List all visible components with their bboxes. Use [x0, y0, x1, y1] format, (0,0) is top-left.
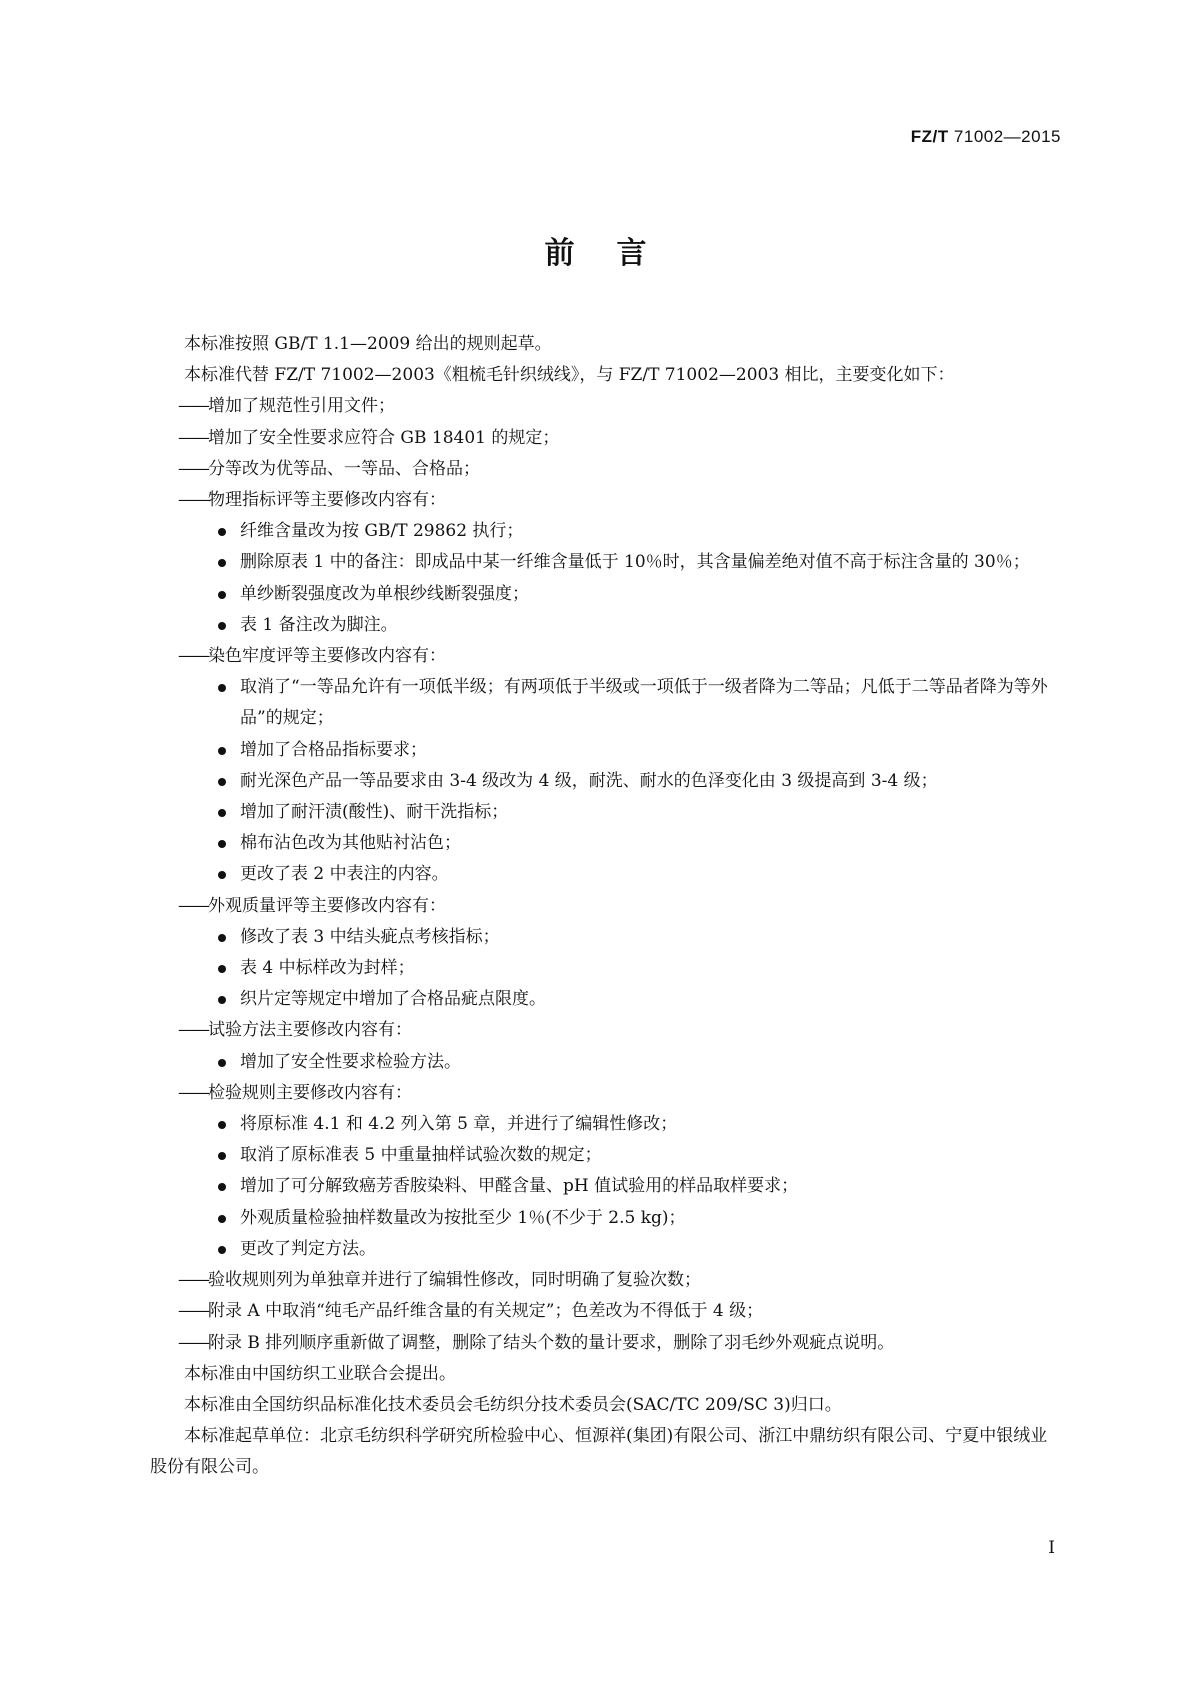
bullet-list-item: [150, 1203, 1056, 1234]
list-item-text: 单纱断裂强度改为单根纱线断裂强度；: [240, 583, 529, 604]
bullet-list-item: [150, 984, 1056, 1015]
list-item-text: 物理指标评等主要修改内容有：: [208, 490, 446, 511]
dash-mark: ——: [178, 1270, 208, 1291]
list-item-text: 删除原表 1 中的备注：即成品中某一纤维含量低于 10％时，其含量偏差绝对值不高于标注含量的 30％；: [240, 552, 1030, 573]
list-item-text: 纤维含量改为按 GB/T 29862 执行；: [240, 521, 524, 542]
list-item-text: 增加了可分解致癌芳香胺染料、甲醛含量、pH 值试验用的样品取样要求；: [240, 1176, 799, 1197]
list-item-text: 棉布沾色改为其他贴衬沾色；: [240, 833, 461, 854]
bullet-list-item: [150, 859, 1056, 890]
list-item-text: 更改了表 2 中表注的内容。: [240, 864, 449, 885]
bullet-list-item: [150, 953, 1056, 984]
list-item-text: 附录 B 排列顺序重新做了调整，删除了结头个数的量计要求，删除了羽毛纱外观疵点说明。: [208, 1332, 895, 1353]
dash-mark: ——: [178, 646, 208, 667]
bullet-list-item: [150, 766, 1056, 797]
body-paragraph: [150, 1421, 1056, 1483]
dash-list-item: [150, 641, 1056, 672]
dash-list-item: [150, 391, 1056, 422]
list-item-text: 外观质量检验抽样数量改为按批至少 1％(不少于 2.5 kg)；: [240, 1207, 686, 1228]
bullet-dot-icon: [218, 1215, 226, 1223]
list-item-text: 验收规则列为单独章并进行了编辑性修改，同时明确了复验次数；: [208, 1270, 701, 1291]
list-item-text: 增加了安全性要求应符合 GB 18401 的规定；: [208, 427, 560, 448]
paragraph-text: 本标准由全国纺织品标准化技术委员会毛纺织分技术委员会(SAC/TC 209/SC 3)归口。: [184, 1394, 842, 1415]
list-item-text: 增加了合格品指标要求；: [240, 739, 427, 760]
body-paragraph: [150, 1359, 1056, 1390]
paragraph-text: 本标准由中国纺织工业联合会提出。: [184, 1363, 456, 1384]
dash-list-item: [150, 423, 1056, 454]
bullet-list-item: [150, 547, 1056, 578]
bullet-list-item: [150, 735, 1056, 766]
bullet-dot-icon: [218, 871, 226, 879]
bullet-list-item: [150, 828, 1056, 859]
bullet-dot-icon: [218, 809, 226, 817]
list-item-text: 更改了判定方法。: [240, 1238, 376, 1259]
bullet-dot-icon: [218, 1059, 226, 1067]
dash-list-item: [150, 1078, 1056, 1109]
dash-list-item: [150, 1015, 1056, 1046]
bullet-list-item: [150, 1047, 1056, 1078]
standard-code-prefix: FZ/T: [910, 127, 949, 146]
dash-mark: ——: [178, 490, 208, 511]
bullet-list-item: [150, 579, 1056, 610]
list-item-text: 表 4 中标样改为封样；: [240, 958, 415, 979]
dash-mark: ——: [178, 427, 208, 448]
list-item-text: 染色牢度评等主要修改内容有：: [208, 646, 446, 667]
bullet-list-item: [150, 610, 1056, 641]
list-item-text: 试验方法主要修改内容有：: [208, 1020, 412, 1041]
document-body: [150, 329, 1056, 1484]
body-paragraph: [150, 1390, 1056, 1421]
bullet-dot-icon: [218, 528, 226, 536]
list-item-text: 附录 A 中取消“纯毛产品纤维含量的有关规定”；色差改为不得低于 4 级；: [208, 1301, 764, 1322]
page-title: 前言: [544, 236, 689, 271]
paragraph-text: 本标准起草单位：北京毛纺织科学研究所检验中心、恒源祥(集团)有限公司、浙江中鼎纺织有限公司、宁夏中银绒业股份有限公司。: [150, 1426, 1048, 1478]
dash-mark: ——: [178, 458, 208, 479]
dash-list-item: [150, 1328, 1056, 1359]
bullet-list-item: [150, 516, 1056, 547]
bullet-dot-icon: [218, 840, 226, 848]
bullet-list-item: [150, 672, 1056, 734]
dash-mark: ——: [178, 1082, 208, 1103]
dash-list-item: [150, 454, 1056, 485]
dash-mark: ——: [178, 895, 208, 916]
list-item-text: 取消了“一等品允许有一项低半级；有两项低于半级或一项低于一级者降为二等品；凡低于二等品者降为等外品”的规定；: [240, 677, 1048, 729]
bullet-dot-icon: [218, 1121, 226, 1129]
bullet-dot-icon: [218, 1183, 226, 1191]
bullet-dot-icon: [218, 934, 226, 942]
list-item-text: 分等改为优等品、一等品、合格品；: [208, 458, 480, 479]
bullet-dot-icon: [218, 559, 226, 567]
bullet-dot-icon: [218, 684, 226, 692]
list-item-text: 增加了安全性要求检验方法。: [240, 1051, 461, 1072]
list-item-text: 外观质量评等主要修改内容有：: [208, 895, 446, 916]
page-number: I: [1048, 1538, 1055, 1558]
standard-code-number: 71002—2015: [953, 127, 1061, 146]
body-paragraph: [150, 360, 1056, 391]
bullet-dot-icon: [218, 747, 226, 755]
bullet-list-item: [150, 1234, 1056, 1265]
body-paragraph: [150, 329, 1056, 360]
bullet-dot-icon: [218, 778, 226, 786]
list-item-text: 修改了表 3 中结头疵点考核指标；: [240, 926, 500, 947]
list-item-text: 耐光深色产品一等品要求由 3-4 级改为 4 级，耐洗、耐水的色泽变化由 3 级提高到 3-4 级；: [240, 770, 938, 791]
bullet-dot-icon: [218, 996, 226, 1004]
dash-list-item: [150, 891, 1056, 922]
bullet-list-item: [150, 797, 1056, 828]
dash-list-item: [150, 1265, 1056, 1296]
bullet-dot-icon: [218, 1246, 226, 1254]
dash-list-item: [150, 485, 1056, 516]
dash-mark: ——: [178, 1332, 208, 1353]
bullet-dot-icon: [218, 591, 226, 599]
dash-mark: ——: [178, 1020, 208, 1041]
list-item-text: 增加了规范性引用文件；: [208, 396, 395, 417]
bullet-dot-icon: [218, 965, 226, 973]
dash-mark: ——: [178, 1301, 208, 1322]
bullet-list-item: [150, 1171, 1056, 1202]
list-item-text: 织片定等规定中增加了合格品疵点限度。: [240, 989, 546, 1010]
paragraph-text: 本标准代替 FZ/T 71002—2003《粗梳毛针织绒线》，与 FZ/T 71002—2003 相比，主要变化如下：: [184, 365, 955, 386]
bullet-list-item: [150, 1140, 1056, 1171]
bullet-dot-icon: [218, 622, 226, 630]
list-item-text: 增加了耐汗渍(酸性)、耐干洗指标；: [240, 802, 509, 823]
bullet-dot-icon: [218, 1152, 226, 1160]
dash-mark: ——: [178, 396, 208, 417]
list-item-text: 取消了原标准表 5 中重量抽样试验次数的规定；: [240, 1145, 602, 1166]
paragraph-text: 本标准按照 GB/T 1.1—2009 给出的规则起草。: [184, 334, 552, 354]
list-item-text: 将原标准 4.1 和 4.2 列入第 5 章，并进行了编辑性修改；: [240, 1114, 678, 1135]
bullet-list-item: [150, 1109, 1056, 1140]
dash-list-item: [150, 1296, 1056, 1327]
list-item-text: 表 1 备注改为脚注。: [240, 614, 398, 635]
standard-code: [911, 127, 1061, 147]
bullet-list-item: [150, 922, 1056, 953]
list-item-text: 检验规则主要修改内容有：: [208, 1082, 412, 1103]
